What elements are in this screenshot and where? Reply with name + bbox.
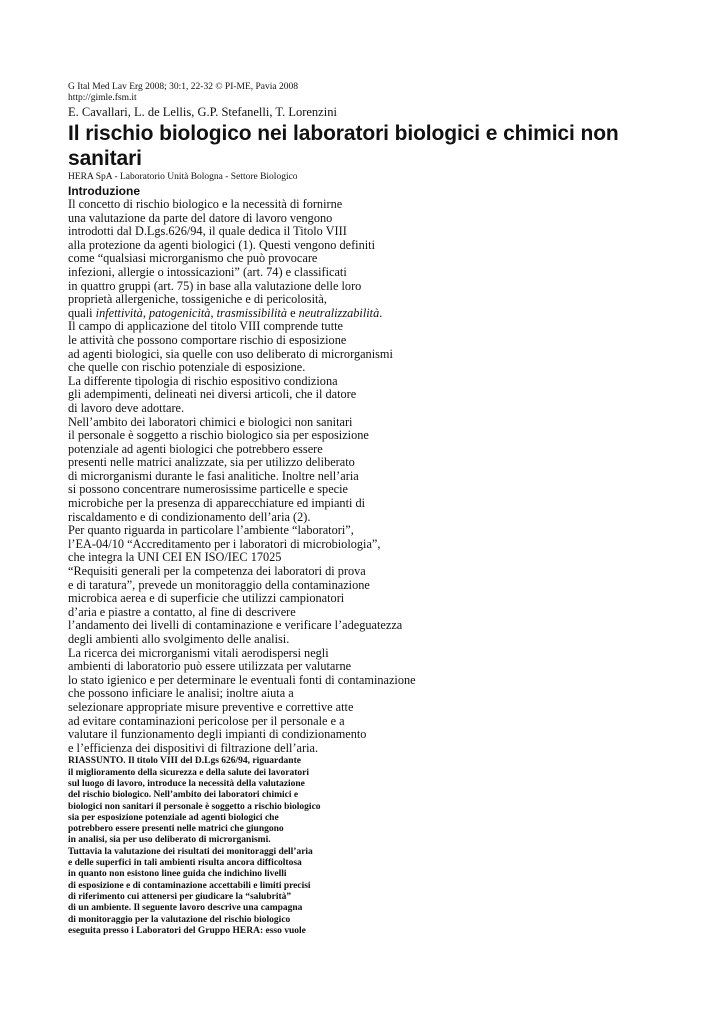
intro-line: La ricerca dei microrganismi vitali aerodispersi negli: [68, 645, 329, 660]
intro-line: ad evitare contaminazioni pericolose per il personale e a: [68, 713, 345, 728]
article-title: Il rischio biologico nei laboratori biologici e chimici non sanitari: [68, 122, 619, 170]
intro-line: degli ambienti allo svolgimento delle analisi.: [68, 632, 290, 646]
journal-citation: G Ital Med Lav Erg 2008; 30:1, 22-32 © PI-ME, Pavia 2008: [68, 82, 298, 92]
intro-line: ambienti di laboratorio può essere utilizzata per valutarne: [68, 659, 352, 674]
intro-line: che possono inficiare le analisi; inoltre aiuta a: [68, 686, 294, 701]
abstract-line: eseguita presso i Laboratori del Gruppo HERA: esso vuole: [68, 925, 306, 936]
term-trasmissibilita: trasmissibilità: [216, 305, 287, 320]
italic-line-prefix: quali: [68, 305, 96, 320]
author-list: E. Cavallari, L. de Lellis, G.P. Stefanelli, T. Lorenzini: [68, 105, 337, 119]
abstract-line: sul luogo di lavoro, introduce la necessità della valutazione: [68, 778, 305, 789]
intro-line: ad agenti biologici, sia quelle con uso deliberato di microrganismi: [68, 346, 393, 361]
intro-line: lo stato igienico e per determinare le eventuali fonti di contaminazione: [68, 672, 416, 687]
intro-line: La differente tipologia di rischio espositivo condiziona: [68, 373, 338, 388]
intro-line: e di taratura”, prevede un monitoraggio della contaminazione: [68, 577, 370, 592]
intro-line: che quelle con rischio potenziale di esposizione.: [68, 360, 306, 375]
intro-line: in quattro gruppi (art. 75) in base alla valutazione delle loro: [68, 278, 362, 293]
abstract-line: il miglioramento della sicurezza e della salute dei lavoratori: [68, 767, 309, 778]
abstract-line: di monitoraggio per la valutazione del rischio biologico: [68, 914, 291, 925]
journal-url[interactable]: http://gimle.fsm.it: [68, 93, 137, 103]
intro-line: alla protezione da agenti biologici (1). Questi vengono definiti: [68, 237, 375, 252]
abstract-line: potrebbero essere presenti nelle matrici che giungono: [68, 824, 284, 835]
intro-line: l’andamento dei livelli di contaminazione e verificare l’adeguatezza: [68, 618, 403, 633]
intro-line: Il campo di applicazione del titolo VIII comprende tutte: [68, 319, 343, 334]
intro-line: di microrganismi durante le fasi analitiche. Inoltre nell’aria: [68, 468, 359, 483]
intro-line: introdotti dal D.Lgs.626/94, il quale dedica il Titolo VIII: [68, 224, 347, 239]
intro-line: si possono concentrare numerosissime particelle e specie: [68, 482, 349, 497]
intro-line: potenziale ad agenti biologici che potrebbero essere: [68, 441, 323, 456]
abstract-line: e delle superfici in tali ambienti risulta ancora difficoltosa: [68, 858, 302, 869]
intro-line: di lavoro deve adottare.: [68, 400, 185, 415]
intro-line: selezionare appropriate misure preventive e correttive atte: [68, 699, 354, 714]
abstract-line: in analisi, sia per uso deliberato di microrganismi.: [68, 835, 271, 846]
author-affiliation: HERA SpA - Laboratorio Unità Bologna - Settore Biologico: [68, 172, 298, 182]
intro-line: riscaldamento e di condizionamento dell’aria (2).: [68, 509, 311, 524]
abstract-line: biologici non sanitari il personale è soggetto a rischio biologico: [68, 801, 321, 812]
abstract-line: di esposizione e di contaminazione accettabili e limiti precisi: [68, 880, 311, 891]
intro-line: e l’efficienza dei dispositivi di filtrazione dell’aria.: [68, 740, 319, 755]
intro-line: le attività che possono comportare rischio di esposizione: [68, 332, 347, 347]
section-heading-introduzione: Introduzione: [68, 184, 140, 198]
intro-line: Nell’ambito dei laboratori chimici e biologici non sanitari: [68, 414, 353, 429]
intro-line: “Requisiti generali per la competenza dei laboratori di prova: [68, 564, 366, 579]
abstract-line: sia per esposizione potenziale ad agenti biologici che: [68, 812, 279, 823]
article-page: [68, 82, 668, 937]
intro-line: microbiche per la presenza di apparecchiature ed impianti di: [68, 496, 366, 511]
introduction-body: [68, 198, 668, 755]
term-patogenicita: patogenicità: [148, 305, 211, 320]
intro-line: che integra la UNI CEI EN ISO/IEC 17025: [68, 550, 282, 565]
term-separator: e: [287, 305, 299, 320]
intro-line: una valutazione da parte del datore di lavoro vengono: [68, 210, 333, 225]
term-separator: ,: [210, 305, 217, 320]
intro-line: il personale è soggetto a rischio biologico sia per esposizione: [68, 428, 369, 443]
abstract-line: Tuttavia la valutazione dei risultati dei monitoraggi dell’aria: [68, 846, 313, 857]
term-infettivita: infettività: [95, 305, 143, 320]
intro-line: d’aria e piastre a contatto, al fine di descrivere: [68, 604, 296, 619]
intro-line: l’EA-04/10 “Accreditamento per i laboratori di microbiologia”,: [68, 536, 381, 551]
abstract-line: RIASSUNTO. Il titolo VIII del D.Lgs 626/94, riguardante: [68, 756, 301, 767]
intro-line: Per quanto riguarda in particolare l’ambiente “laboratori”,: [68, 523, 354, 538]
intro-line: proprietà allergeniche, tossigeniche e di pericolosità,: [68, 292, 327, 307]
italic-line-suffix: .: [379, 305, 383, 320]
intro-line: presenti nelle matrici analizzate, sia per utilizzo deliberato: [68, 455, 355, 470]
intro-line: microbica aerea e di superficie che utilizzi campionatori: [68, 591, 345, 606]
abstract-line: di un ambiente. Il seguente lavoro descrive una campagna: [68, 903, 303, 914]
intro-line: infezioni, allergie o intossicazioni” (art. 74) e classificati: [68, 264, 347, 279]
intro-line: Il concetto di rischio biologico e la necessità di fornirne: [68, 197, 343, 211]
riassunto-abstract: [68, 756, 668, 937]
abstract-line: del rischio biologico. Nell’ambito dei laboratori chimici e: [68, 790, 299, 801]
intro-line-italic-terms: [68, 307, 668, 321]
abstract-line: di riferimento cui attenersi per giudicare la “salubrità”: [68, 891, 292, 902]
term-separator: ,: [142, 305, 149, 320]
intro-line: gli adempimenti, delineati nei diversi articoli, che il datore: [68, 387, 357, 402]
abstract-line: in quanto non esistono linee guida che indichino livelli: [68, 869, 287, 880]
intro-line: come “qualsiasi microrganismo che può provocare: [68, 251, 318, 266]
intro-line: valutare il funzionamento degli impianti di condizionamento: [68, 727, 367, 742]
term-neutralizzabilita: neutralizzabilità: [298, 305, 380, 320]
